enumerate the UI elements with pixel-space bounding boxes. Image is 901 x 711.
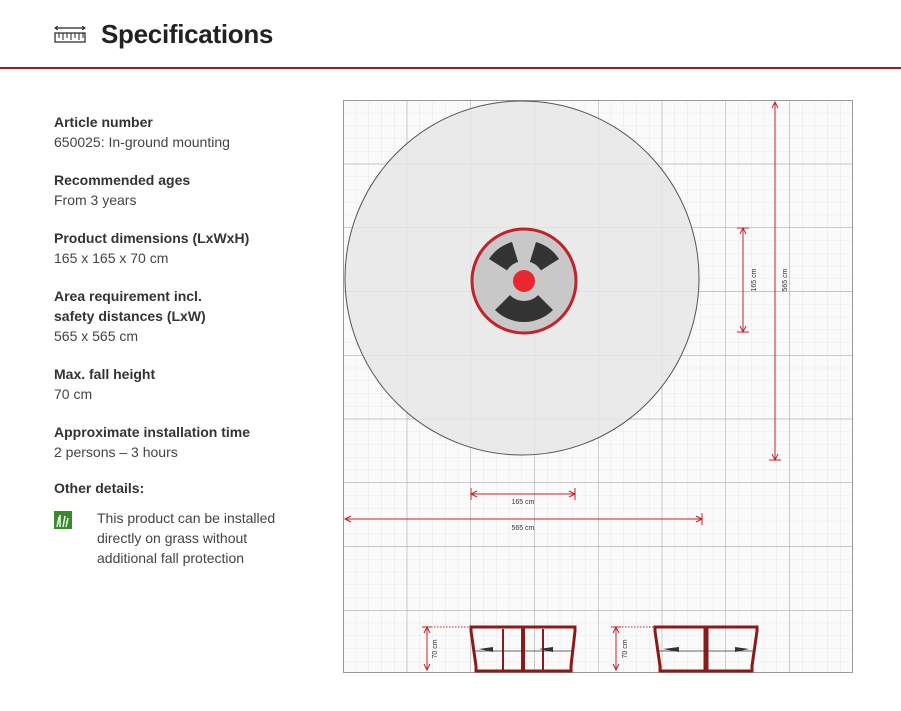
product-length-label: 165 cm — [751, 268, 758, 292]
installation-diagram — [343, 100, 853, 673]
spec-label: Product dimensions (LxWxH) — [54, 230, 250, 246]
spec-value: 650025: In-ground mounting — [54, 134, 230, 150]
grass-icon — [54, 511, 72, 529]
other-details-row — [54, 508, 304, 578]
spec-fall-height — [54, 364, 304, 404]
other-details-label: Other details: — [54, 480, 145, 496]
spec-value: 165 x 165 x 70 cm — [54, 250, 169, 266]
spec-article-number — [54, 112, 304, 152]
spec-product-dimensions — [54, 228, 304, 268]
spec-label: Approximate installation time — [54, 424, 251, 440]
page-header — [0, 0, 901, 69]
page-title: Specifications — [101, 19, 274, 49]
spec-list — [54, 112, 304, 578]
spec-label: Area requirement incl. safety distances (LxW) — [54, 288, 206, 324]
spec-recommended-ages — [54, 170, 304, 210]
spec-installation-time — [54, 422, 304, 462]
product-width-label: 165 cm — [511, 499, 535, 506]
spec-label: Recommended ages — [54, 172, 191, 188]
spec-label: Max. fall height — [54, 366, 156, 382]
height-2-label: 70 cm — [622, 639, 629, 659]
product-top-view — [472, 229, 576, 333]
spec-value: 565 x 565 cm — [54, 328, 139, 344]
area-length-label: 565 cm — [782, 268, 789, 292]
spec-value: 70 cm — [54, 386, 93, 402]
height-1-label: 70 cm — [432, 639, 439, 659]
area-width-label: 565 cm — [511, 525, 535, 532]
spec-label: Article number — [54, 114, 153, 130]
spec-area-requirement — [54, 286, 224, 346]
spec-value: From 3 years — [54, 192, 137, 208]
ruler-icon — [54, 26, 86, 44]
spec-value: 2 persons – 3 hours — [54, 444, 178, 460]
other-details-text: This product can be installed directly on grass without additional fall protection — [97, 510, 276, 566]
